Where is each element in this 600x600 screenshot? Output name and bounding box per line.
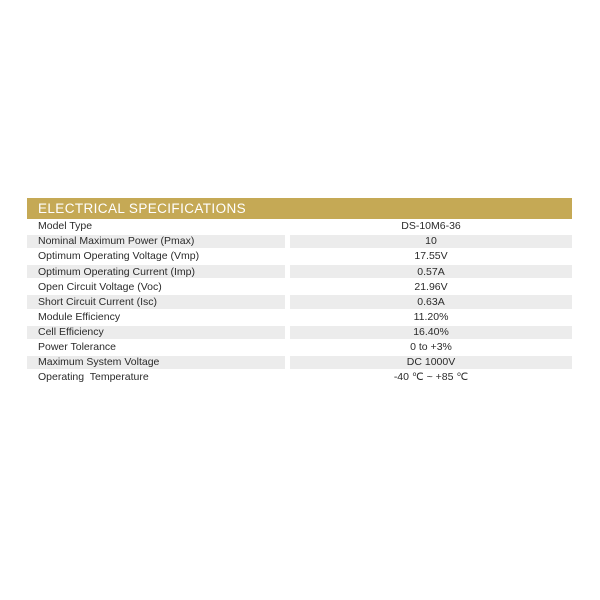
table-row (27, 325, 572, 340)
spec-label: Open Circuit Voltage (Voc) (38, 280, 162, 293)
spec-label: Model Type (38, 220, 93, 233)
electrical-specifications-table (27, 198, 572, 385)
spec-value: -40 ℃ ~ +85 ℃ (393, 371, 469, 384)
table-row (27, 294, 572, 309)
spec-label: Optimum Operating Voltage (Vmp) (38, 250, 200, 263)
spec-value: 10 (290, 235, 572, 248)
spec-value: 11.20% (413, 310, 449, 323)
spec-label: Maximum System Voltage (27, 356, 285, 369)
spec-label: Nominal Maximum Power (Pmax) (27, 235, 285, 248)
spec-label: Short Circuit Current (Isc) (27, 295, 285, 308)
spec-value: 21.96V (414, 280, 448, 293)
spec-label: Power Tolerance (38, 341, 117, 354)
table-row (27, 264, 572, 279)
spec-value: 0 to +3% (410, 341, 452, 354)
table-row (27, 279, 572, 294)
section-header-bar (27, 198, 572, 219)
spec-value: DS-10M6-36 (401, 220, 461, 233)
table-row (27, 310, 572, 325)
spec-value: 16.40% (290, 326, 572, 339)
table-row (27, 249, 572, 264)
table-row (27, 355, 572, 370)
spec-label: Operating Temperature (38, 371, 149, 384)
spec-rows (27, 219, 572, 385)
section-title: ELECTRICAL SPECIFICATIONS (38, 201, 247, 216)
spec-label: Optimum Operating Current (Imp) (27, 265, 285, 278)
spec-value: DC 1000V (290, 356, 572, 369)
table-row (27, 340, 572, 355)
spec-value: 17.55V (414, 250, 448, 263)
spec-value: 0.57A (290, 265, 572, 278)
spec-value: 0.63A (290, 295, 572, 308)
table-row (27, 219, 572, 234)
table-row (27, 234, 572, 249)
spec-label: Cell Efficiency (27, 326, 285, 339)
table-row (27, 370, 572, 385)
spec-label: Module Efficiency (38, 310, 121, 323)
